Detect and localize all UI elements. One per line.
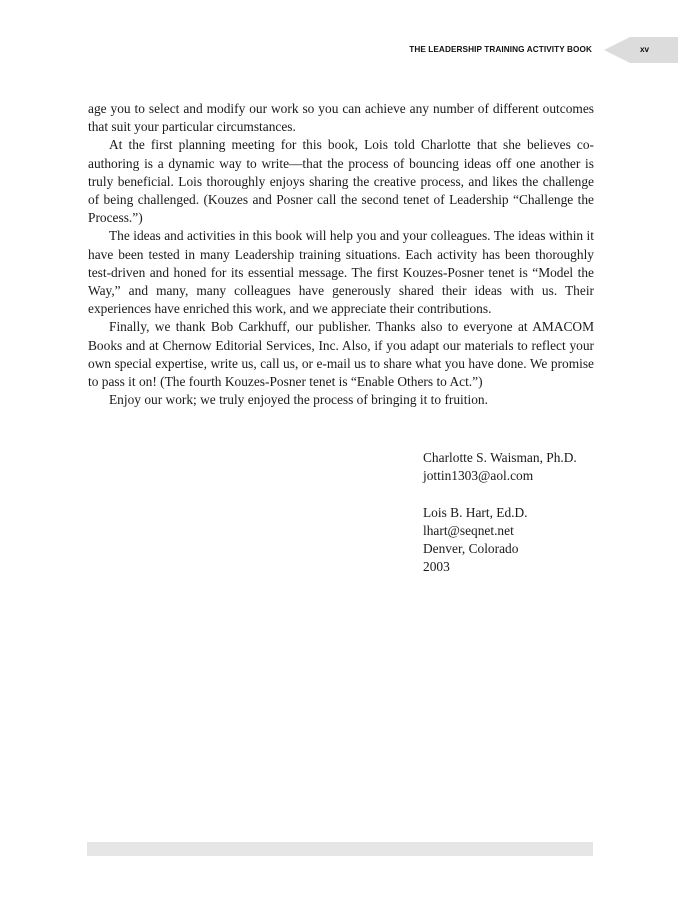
author-email: jottin1303@aol.com [423,468,534,484]
author-name: Lois B. Hart, Ed.D. [423,504,528,520]
signature-year: 2003 [423,559,450,575]
signature-block [423,449,577,595]
footer-bar [87,842,593,856]
author-name: Charlotte S. Waisman, Ph.D. [423,450,577,465]
paragraph: Enjoy our work; we truly enjoyed the process of bringing it to fruition. [109,392,488,408]
paragraph: Finally, we thank Bob Carkhuff, our publisher. Thanks also to everyone at AMACOM Books and at Chernow Editorial Services, Inc. Also, if you adapt our materials to reflect your own special expertise, write us, call us, or e-mail us to share what you have done. We promise to pass it on! (The fourth Kouzes-Posner tenet is “Enable Others to Act.”) [88,319,594,390]
running-title: THE LEADERSHIP TRAINING ACTIVITY BOOK [409,45,592,54]
paragraph: age you to select and modify our work so you can achieve any number of different outcomes that suit your particular circumstances. [88,101,594,135]
paragraph: At the first planning meeting for this book, Lois told Charlotte that she believes co-authoring is a dynamic way to write—that the process of bouncing ideas off one another is truly beneficial. Lois thoroughly enjoys sharing the creative process, and likes the challenge of being challenged. (Kouzes and Posner call the second tenet of Leadership “Challenge the Process.”) [88,137,594,226]
author-email: lhart@seqnet.net [423,522,514,538]
author-signature [423,504,577,577]
running-header [0,44,678,62]
paragraph: The ideas and activities in this book will help you and your colleagues. The ideas within it have been tested in many Leadership training situations. Each activity has been thoroughly test-driven and honed for its essential message. The first Kouzes-Posner tenet is “Model the Way,” and many, many colleagues have generously shared their ideas with us. Their experiences have enriched this work, and we appreciate their contributions. [88,228,594,317]
author-location: Denver, Colorado [423,541,519,556]
page-number: xv [640,45,650,54]
author-signature [423,449,577,485]
body-text [88,100,594,409]
